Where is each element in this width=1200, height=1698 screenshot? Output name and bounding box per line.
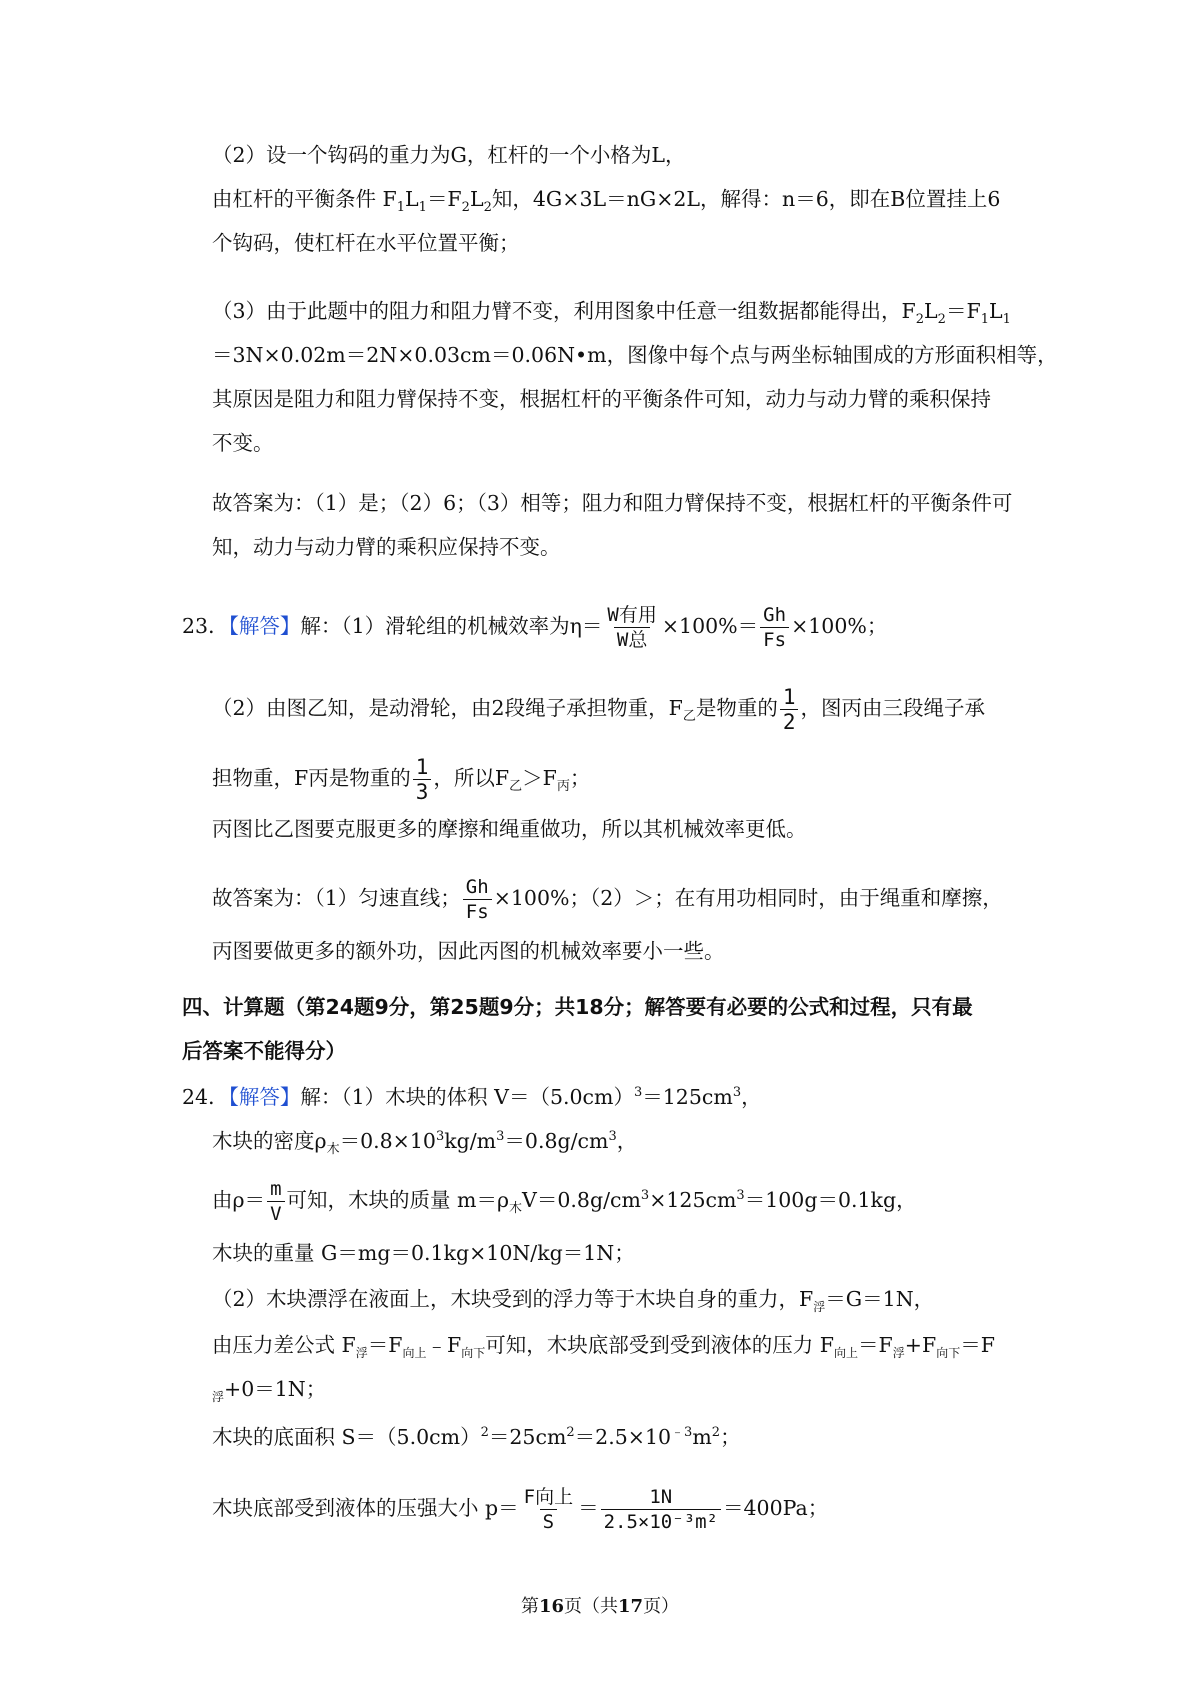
answer-tag: 【解答】 bbox=[228, 614, 301, 638]
subscript: 浮 bbox=[892, 1346, 905, 1361]
text: 可知，木块底部受到受到液体的压力 F bbox=[485, 1333, 835, 1357]
superscript: 3 bbox=[496, 1129, 505, 1145]
superscript: 2 bbox=[711, 1425, 721, 1441]
superscript: 2 bbox=[480, 1425, 489, 1441]
fraction-denominator: V bbox=[267, 1201, 284, 1225]
fraction-numerator: Gh bbox=[763, 604, 787, 626]
fraction-denominator: S bbox=[540, 1509, 557, 1533]
text: 不变。 bbox=[212, 431, 274, 455]
superscript: 3 bbox=[608, 1129, 617, 1145]
fraction-denominator: 3 bbox=[413, 779, 432, 803]
text: （3）由于此题中的阻力和阻力臂不变，利用图象中任意一组数据都能得出，F bbox=[212, 299, 916, 323]
fraction-gh-fs bbox=[760, 604, 789, 651]
text: 知，4G×3L＝nG×2L，解得：n＝6，即在B位置挂上6 bbox=[491, 187, 1001, 211]
page-footer bbox=[0, 1592, 1200, 1618]
text: ×100%；（2）＞；在有用功相同时，由于绳重和摩擦， bbox=[493, 886, 1003, 910]
p2-line6 bbox=[212, 384, 991, 414]
text: 可知，木块的质量 m＝ρ bbox=[286, 1188, 510, 1212]
answer-tag: 【解答】 bbox=[228, 1085, 301, 1109]
p2-line3 bbox=[212, 228, 520, 258]
subscript: 向下 bbox=[936, 1346, 961, 1361]
p2-line1 bbox=[212, 140, 686, 170]
page-total: 17 bbox=[618, 1596, 644, 1617]
text: 由杠杆的平衡条件 F bbox=[212, 187, 397, 211]
text: （2）木块漂浮在液面上，木块受到的浮力等于木块自身的重力，F bbox=[212, 1287, 814, 1311]
subscript: 1 bbox=[980, 312, 989, 328]
superscript: 3 bbox=[732, 1085, 742, 1101]
q24-line5 bbox=[212, 1284, 934, 1314]
p2-line2 bbox=[212, 184, 1000, 214]
text: 木块的重量 G＝mg＝0.1kg×10N/kg＝1N； bbox=[212, 1241, 635, 1265]
text: ； bbox=[569, 766, 591, 790]
text: ＝3N×0.02m＝2N×0.03cm＝0.06N•m，图像中每个点与两坐标轴围成的方形面积相等， bbox=[212, 343, 1058, 367]
page-number: 16 bbox=[538, 1596, 564, 1617]
q23-line2 bbox=[212, 686, 985, 733]
text: ，所以F bbox=[433, 766, 510, 790]
q24-line2 bbox=[212, 1126, 637, 1156]
text: 由ρ＝ bbox=[212, 1188, 266, 1212]
fraction-numerator: F向上 bbox=[523, 1486, 574, 1508]
subscript: 1 bbox=[396, 200, 406, 216]
text: 解：（1）木块的体积 V＝（5.0cm） bbox=[300, 1085, 634, 1109]
text: ＝25cm bbox=[488, 1425, 567, 1449]
subscript: 浮 bbox=[813, 1300, 826, 1315]
q24-line1 bbox=[182, 1082, 762, 1112]
text: ＝125cm bbox=[642, 1085, 733, 1109]
text: ×125cm bbox=[649, 1188, 737, 1212]
p2-line7 bbox=[212, 428, 274, 458]
text: L bbox=[988, 299, 1003, 323]
text: ＝400Pa； bbox=[722, 1496, 829, 1520]
q24-line8 bbox=[212, 1422, 741, 1452]
superscript: 3 bbox=[640, 1188, 650, 1204]
text: ＝F bbox=[945, 299, 981, 323]
text: ×100%； bbox=[791, 614, 888, 638]
text: ＝F bbox=[426, 187, 462, 211]
text: 故答案为：（1）匀速直线； bbox=[212, 886, 461, 910]
text: ＝F bbox=[960, 1333, 995, 1357]
question-number: 23． bbox=[182, 614, 229, 638]
text: L bbox=[469, 187, 484, 211]
text: +0＝1N； bbox=[224, 1377, 327, 1401]
q23-line6 bbox=[212, 936, 725, 966]
text: L bbox=[924, 299, 938, 323]
text: V＝0.8g/cm bbox=[522, 1188, 641, 1212]
fraction-half bbox=[780, 686, 799, 733]
text: ＝100g＝0.1kg， bbox=[744, 1188, 917, 1212]
text: ＝0.8×10 bbox=[339, 1129, 436, 1153]
text: 知，动力与动力臂的乘积应保持不变。 bbox=[212, 535, 561, 559]
text: 是物重的 bbox=[695, 696, 778, 720]
text: ＝0.8g/cm bbox=[504, 1129, 609, 1153]
text: ＝2.5×10 bbox=[574, 1425, 672, 1449]
text: kg/m bbox=[444, 1129, 497, 1153]
text: ﹣F bbox=[426, 1333, 462, 1357]
text: 木块底部受到液体的压强大小 p＝ bbox=[212, 1496, 519, 1520]
subscript: 向上 bbox=[834, 1346, 859, 1361]
fraction-denominator: Fs bbox=[463, 899, 492, 923]
text: ＝F bbox=[858, 1333, 893, 1357]
fraction-third bbox=[413, 756, 432, 803]
text: ， bbox=[741, 1085, 762, 1109]
text: ＝F bbox=[367, 1333, 403, 1357]
fraction-denominator: W总 bbox=[614, 627, 650, 651]
subscript: 乙 bbox=[509, 779, 523, 795]
fraction-pressure bbox=[521, 1486, 576, 1533]
text: （2）由图乙知，是动滑轮，由2段绳子承担物重，F bbox=[212, 696, 683, 720]
fraction-m-v bbox=[267, 1178, 284, 1225]
subscript: 浮 bbox=[355, 1346, 368, 1361]
text: 其原因是阻力和阻力臂保持不变，根据杠杆的平衡条件可知，动力与动力臂的乘积保持 bbox=[212, 387, 991, 411]
subscript: 2 bbox=[915, 312, 925, 328]
q24-line9 bbox=[212, 1486, 828, 1533]
text: L bbox=[405, 187, 419, 211]
superscript: 3 bbox=[633, 1085, 643, 1101]
subscript: 1 bbox=[1002, 312, 1011, 328]
fraction-denominator: Fs bbox=[760, 627, 789, 651]
subscript: 木 bbox=[326, 1142, 340, 1158]
fraction-numerator: m bbox=[270, 1178, 282, 1200]
superscript: 3 bbox=[435, 1129, 445, 1145]
subscript: 丙 bbox=[556, 779, 570, 795]
subscript: 浮 bbox=[212, 1390, 225, 1405]
text: m bbox=[692, 1425, 712, 1449]
text: ， bbox=[616, 1129, 638, 1153]
text: ＞F bbox=[522, 766, 557, 790]
text: ＝ bbox=[578, 1496, 599, 1520]
text: ×100%＝ bbox=[661, 614, 759, 638]
subscript: 向上 bbox=[402, 1346, 427, 1361]
subscript: 木 bbox=[509, 1201, 523, 1217]
subscript: 2 bbox=[461, 200, 470, 216]
text: 四、计算题（第24题9分，第25题9分；共18分；解答要有必要的公式和过程，只有最 bbox=[182, 995, 973, 1019]
text: （2）设一个钩码的重力为G，杠杆的一个小格为L， bbox=[212, 143, 686, 167]
superscript: ﹣3 bbox=[671, 1425, 693, 1441]
fraction-pressure-values bbox=[601, 1486, 721, 1533]
subscript: 向下 bbox=[461, 1346, 486, 1361]
fraction-efficiency bbox=[604, 604, 659, 651]
text: 解：（1）滑轮组的机械效率为η＝ bbox=[300, 614, 603, 638]
superscript: 2 bbox=[566, 1425, 575, 1441]
q24-line4 bbox=[212, 1238, 635, 1268]
text: 由压力差公式 F bbox=[212, 1333, 356, 1357]
q23-line5 bbox=[212, 876, 1003, 923]
text: ； bbox=[720, 1425, 741, 1449]
subscript: 2 bbox=[937, 312, 946, 328]
fraction-numerator: 1 bbox=[415, 755, 429, 779]
superscript: 3 bbox=[736, 1188, 745, 1204]
text: +F bbox=[904, 1333, 937, 1357]
q23-line3 bbox=[212, 756, 590, 803]
text: 页） bbox=[643, 1596, 680, 1617]
text: 个钩码，使杠杆在水平位置平衡； bbox=[212, 231, 520, 255]
text: 页（共 bbox=[564, 1596, 618, 1617]
p2-line5 bbox=[212, 340, 1058, 370]
p2-line4 bbox=[212, 296, 1011, 326]
subscript: 2 bbox=[483, 200, 492, 216]
q24-line7 bbox=[212, 1374, 326, 1404]
text: 故答案为：（1）是；（2）6；（3）相等；阻力和阻力臂保持不变，根据杠杆的平衡条件可 bbox=[212, 491, 1013, 515]
text: ，图丙由三段绳子承 bbox=[800, 696, 985, 720]
fraction-numerator: W有用 bbox=[607, 604, 657, 626]
text: 木块的底面积 S＝（5.0cm） bbox=[212, 1425, 481, 1449]
q24-line3 bbox=[212, 1178, 917, 1225]
p2-line9 bbox=[212, 532, 561, 562]
fraction-numerator: 1 bbox=[782, 685, 796, 709]
fraction-denominator: 2 bbox=[780, 709, 799, 733]
text: 丙图比乙图要克服更多的摩擦和绳重做功，所以其机械效率更低。 bbox=[212, 817, 807, 841]
fraction-numerator: 1N bbox=[649, 1486, 673, 1508]
q23-line4 bbox=[212, 814, 807, 844]
section-heading-cont bbox=[182, 1036, 346, 1066]
p2-line8 bbox=[212, 488, 1012, 518]
fraction-denominator: 2.5×10⁻³m² bbox=[601, 1509, 721, 1533]
subscript: 乙 bbox=[682, 709, 696, 725]
fraction-numerator: Gh bbox=[465, 876, 489, 898]
fraction-gh-fs bbox=[463, 876, 492, 923]
q23-line1 bbox=[182, 604, 887, 651]
section-heading bbox=[182, 992, 973, 1022]
subscript: 1 bbox=[418, 200, 427, 216]
text: 后答案不能得分） bbox=[182, 1039, 346, 1063]
text: 第 bbox=[520, 1596, 539, 1617]
question-number: 24． bbox=[182, 1085, 229, 1109]
text: ＝G＝1N， bbox=[825, 1287, 935, 1311]
text: 丙图要做更多的额外功，因此丙图的机械效率要小一些。 bbox=[212, 939, 725, 963]
q24-line6 bbox=[212, 1330, 995, 1360]
text: 木块的密度ρ bbox=[212, 1129, 327, 1153]
text: 担物重，F丙是物重的 bbox=[212, 766, 411, 790]
